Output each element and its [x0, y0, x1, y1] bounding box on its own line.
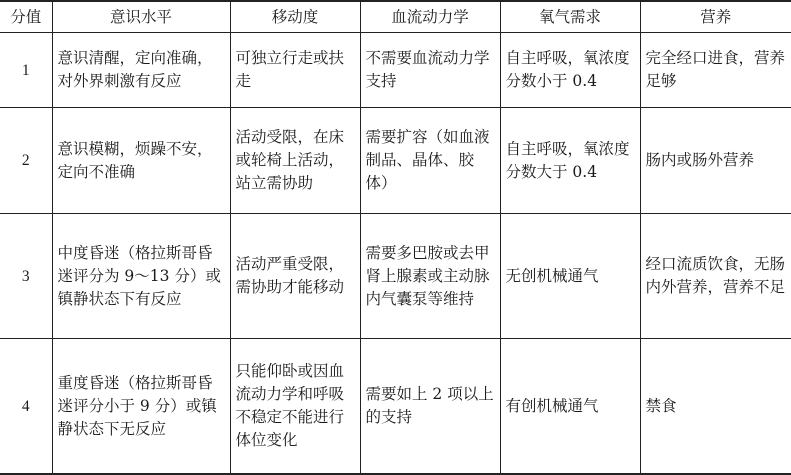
nutrition-cell: 完全经口进食，营养足够 — [640, 33, 791, 108]
oxygen-cell: 自主呼吸，氧浓度分数大于 0.4 — [500, 108, 640, 214]
table-row — [0, 214, 791, 339]
score-cell: 2 — [0, 108, 52, 214]
header-score: 分值 — [0, 1, 52, 33]
oxygen-cell: 自主呼吸，氧浓度分数小于 0.4 — [500, 33, 640, 108]
nutrition-cell: 肠内或肠外营养 — [640, 108, 791, 214]
score-cell: 4 — [0, 339, 52, 475]
oxygen-cell: 无创机械通气 — [500, 214, 640, 339]
consciousness-cell: 意识清醒，定向准确，对外界刺激有反应 — [52, 33, 230, 108]
table-row — [0, 33, 791, 108]
hemodynamics-cell: 不需要血流动力学支持 — [360, 33, 500, 108]
nutrition-cell: 经口流质饮食，无肠内外营养，营养不足 — [640, 214, 791, 339]
header-oxygen: 氧气需求 — [500, 1, 640, 33]
table-row — [0, 108, 791, 214]
mobility-cell: 活动严重受限，需协助才能移动 — [230, 214, 360, 339]
header-consciousness: 意识水平 — [52, 1, 230, 33]
nutrition-cell: 禁食 — [640, 339, 791, 475]
mobility-cell: 可独立行走或扶走 — [230, 33, 360, 108]
hemodynamics-cell: 需要多巴胺或去甲肾上腺素或主动脉内气囊泵等维持 — [360, 214, 500, 339]
mobility-cell: 活动受限，在床或轮椅上活动，站立需协助 — [230, 108, 360, 214]
mobility-cell: 只能仰卧或因血流动力学和呼吸不稳定不能进行体位变化 — [230, 339, 360, 475]
table-header-row — [0, 1, 791, 33]
score-cell: 1 — [0, 33, 52, 108]
consciousness-cell: 意识模糊，烦躁不安，定向不准确 — [52, 108, 230, 214]
header-nutrition: 营养 — [640, 1, 791, 33]
oxygen-cell: 有创机械通气 — [500, 339, 640, 475]
consciousness-cell: 重度昏迷（格拉斯哥昏迷评分小于 9 分）或镇静状态下无反应 — [52, 339, 230, 475]
score-cell: 3 — [0, 214, 52, 339]
consciousness-cell: 中度昏迷（格拉斯哥昏迷评分为 9～13 分）或镇静状态下有反应 — [52, 214, 230, 339]
hemodynamics-cell: 需要扩容（如血液制品、晶体、胶体） — [360, 108, 500, 214]
table-row — [0, 339, 791, 475]
header-mobility: 移动度 — [230, 1, 360, 33]
header-hemodynamics: 血流动力学 — [360, 1, 500, 33]
hemodynamics-cell: 需要如上 2 项以上的支持 — [360, 339, 500, 475]
